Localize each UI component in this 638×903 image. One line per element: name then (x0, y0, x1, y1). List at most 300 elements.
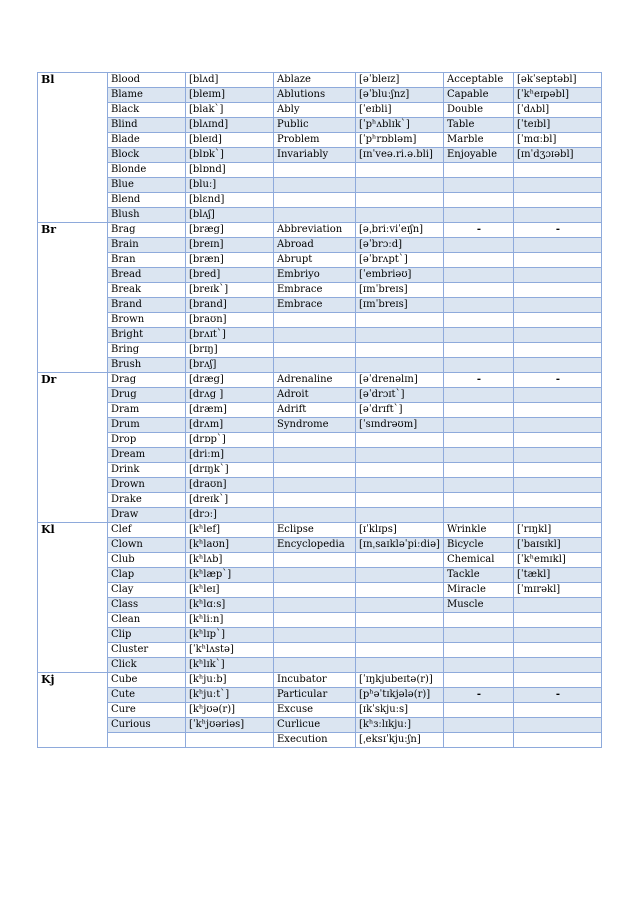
table-row (38, 163, 602, 178)
medial-word (274, 313, 356, 328)
initial-word: Brag (108, 223, 186, 238)
final-ipa (514, 178, 602, 193)
final-ipa (514, 313, 602, 328)
final-ipa (514, 298, 602, 313)
final-ipa (514, 733, 602, 748)
initial-ipa: [ˈkʰjʊəriəs] (186, 718, 274, 733)
cluster-group-label: Br (38, 223, 108, 373)
initial-word: Drum (108, 418, 186, 433)
table-row (38, 583, 602, 598)
final-word (444, 478, 514, 493)
initial-ipa: [brɪŋ] (186, 343, 274, 358)
medial-word: Excuse (274, 703, 356, 718)
final-ipa (514, 343, 602, 358)
final-ipa: [ˈtækl] (514, 568, 602, 583)
medial-ipa: [əˈbleɪz] (356, 73, 444, 88)
table-row (38, 523, 602, 538)
final-ipa: [əkˈseptəbl] (514, 73, 602, 88)
initial-word: Cluster (108, 643, 186, 658)
final-word: - (444, 373, 514, 388)
final-ipa: [ˈmɪrəkl] (514, 583, 602, 598)
final-ipa: - (514, 223, 602, 238)
final-ipa (514, 433, 602, 448)
final-word: Capable (444, 88, 514, 103)
table-row (38, 388, 602, 403)
final-ipa: [ˈkʰeɪpəbl] (514, 88, 602, 103)
initial-ipa: [blʌd] (186, 73, 274, 88)
table-row (38, 193, 602, 208)
initial-ipa: [blɛnd] (186, 193, 274, 208)
medial-ipa: [ˈpʰʌblɪk`] (356, 118, 444, 133)
final-ipa (514, 163, 602, 178)
initial-word: Drop (108, 433, 186, 448)
table-row (38, 298, 602, 313)
final-ipa: [ˈbaɪsɪkl] (514, 538, 602, 553)
table-row (38, 658, 602, 673)
final-ipa (514, 448, 602, 463)
initial-ipa: [kʰlef] (186, 523, 274, 538)
final-ipa (514, 253, 602, 268)
final-word (444, 508, 514, 523)
initial-word: Curious (108, 718, 186, 733)
final-word (444, 253, 514, 268)
initial-word: Dream (108, 448, 186, 463)
final-ipa (514, 508, 602, 523)
medial-ipa: [əˈbrʌpt`] (356, 253, 444, 268)
medial-word (274, 493, 356, 508)
table-row (38, 208, 602, 223)
initial-word: Break (108, 283, 186, 298)
cluster-group-label: Kj (38, 673, 108, 748)
table-row (38, 328, 602, 343)
initial-ipa: [brʌʃ] (186, 358, 274, 373)
final-word (444, 628, 514, 643)
initial-ipa: [bræg] (186, 223, 274, 238)
initial-ipa: [bleɪd] (186, 133, 274, 148)
final-ipa (514, 493, 602, 508)
final-word: - (444, 223, 514, 238)
final-word: Table (444, 118, 514, 133)
initial-word: Clean (108, 613, 186, 628)
table-row (38, 178, 602, 193)
table-row (38, 313, 602, 328)
medial-ipa: [pʰəˈtɪkjələ(r)] (356, 688, 444, 703)
final-ipa (514, 403, 602, 418)
final-ipa (514, 463, 602, 478)
medial-ipa (356, 583, 444, 598)
final-word (444, 673, 514, 688)
medial-ipa (356, 568, 444, 583)
final-word (444, 658, 514, 673)
table-row (38, 568, 602, 583)
final-ipa (514, 703, 602, 718)
document-page (37, 72, 601, 748)
table-row (38, 733, 602, 748)
final-word (444, 163, 514, 178)
initial-word: Dram (108, 403, 186, 418)
initial-ipa: [kʰjuːb] (186, 673, 274, 688)
table-row (38, 343, 602, 358)
initial-word: Clef (108, 523, 186, 538)
final-word (444, 313, 514, 328)
final-word (444, 178, 514, 193)
initial-word: Block (108, 148, 186, 163)
medial-word: Invariably (274, 148, 356, 163)
initial-word: Class (108, 598, 186, 613)
final-ipa (514, 418, 602, 433)
initial-ipa: [brand] (186, 298, 274, 313)
medial-word (274, 628, 356, 643)
initial-word: Brush (108, 358, 186, 373)
final-ipa (514, 628, 602, 643)
medial-word: Syndrome (274, 418, 356, 433)
final-ipa (514, 238, 602, 253)
medial-ipa: [əˈbrɔːd] (356, 238, 444, 253)
initial-ipa: [drʌg ] (186, 388, 274, 403)
table-row (38, 553, 602, 568)
initial-ipa: [kʰlʌb] (186, 553, 274, 568)
initial-ipa: [kʰlɑːs] (186, 598, 274, 613)
final-ipa (514, 283, 602, 298)
medial-ipa: [ˌeksɪˈkjuːʃn] (356, 733, 444, 748)
final-word (444, 418, 514, 433)
medial-word: Particular (274, 688, 356, 703)
initial-word: Drug (108, 388, 186, 403)
final-word (444, 343, 514, 358)
medial-word: Abbreviation (274, 223, 356, 238)
final-ipa: [ˈkʰemɪkl] (514, 553, 602, 568)
medial-word (274, 643, 356, 658)
final-word: Tackle (444, 568, 514, 583)
initial-ipa: [bleɪm] (186, 88, 274, 103)
final-word: Acceptable (444, 73, 514, 88)
medial-ipa: [əˈdrɪft`] (356, 403, 444, 418)
medial-ipa (356, 358, 444, 373)
initial-word: Clap (108, 568, 186, 583)
final-word (444, 493, 514, 508)
initial-ipa: [kʰlæp`] (186, 568, 274, 583)
medial-ipa: [ˈeɪbli] (356, 103, 444, 118)
initial-word: Clay (108, 583, 186, 598)
initial-ipa: [kʰjuːt`] (186, 688, 274, 703)
initial-word: Club (108, 553, 186, 568)
medial-ipa: [ˈpʰrɒbləm] (356, 133, 444, 148)
initial-ipa: [ˈkʰlʌstə] (186, 643, 274, 658)
table-row (38, 403, 602, 418)
medial-ipa: [ɪˈklɪps] (356, 523, 444, 538)
table-row (38, 268, 602, 283)
final-ipa (514, 208, 602, 223)
final-ipa: [ˈrɪŋkl] (514, 523, 602, 538)
final-ipa: [ˈmɑːbl] (514, 133, 602, 148)
final-ipa: [ˈteɪbl] (514, 118, 602, 133)
initial-word: Blend (108, 193, 186, 208)
medial-ipa (356, 463, 444, 478)
final-ipa: [ˈdʌbl] (514, 103, 602, 118)
initial-word: Clip (108, 628, 186, 643)
initial-word: Bread (108, 268, 186, 283)
initial-word: Drake (108, 493, 186, 508)
final-word (444, 328, 514, 343)
table-row (38, 628, 602, 643)
final-word (444, 283, 514, 298)
initial-ipa: [blɒk`] (186, 148, 274, 163)
initial-ipa: [kʰlɪk`] (186, 658, 274, 673)
initial-word: Drink (108, 463, 186, 478)
medial-ipa: [ˈsɪndrəʊm] (356, 418, 444, 433)
initial-word: Blade (108, 133, 186, 148)
final-ipa (514, 358, 602, 373)
initial-ipa: [kʰleɪ] (186, 583, 274, 598)
medial-ipa (356, 448, 444, 463)
initial-word: Blonde (108, 163, 186, 178)
table-row (38, 643, 602, 658)
table-row (38, 103, 602, 118)
final-word: Miracle (444, 583, 514, 598)
initial-word: Cute (108, 688, 186, 703)
final-word: Wrinkle (444, 523, 514, 538)
initial-word: Brain (108, 238, 186, 253)
table-row (38, 448, 602, 463)
medial-word: Incubator (274, 673, 356, 688)
final-ipa (514, 193, 602, 208)
medial-ipa (356, 643, 444, 658)
table-row (38, 538, 602, 553)
medial-word: Adrift (274, 403, 356, 418)
initial-ipa: [blɒnd] (186, 163, 274, 178)
initial-ipa: [bred] (186, 268, 274, 283)
medial-ipa (356, 328, 444, 343)
initial-word: Clown (108, 538, 186, 553)
table-row (38, 373, 602, 388)
medial-ipa (356, 313, 444, 328)
medial-word (274, 358, 356, 373)
initial-ipa: [breɪn] (186, 238, 274, 253)
medial-ipa (356, 478, 444, 493)
medial-ipa (356, 613, 444, 628)
final-word (444, 268, 514, 283)
table-row (38, 418, 602, 433)
medial-word (274, 553, 356, 568)
medial-word (274, 583, 356, 598)
final-word: Muscle (444, 598, 514, 613)
medial-word (274, 208, 356, 223)
final-ipa (514, 598, 602, 613)
medial-word (274, 598, 356, 613)
initial-ipa: [blak`] (186, 103, 274, 118)
medial-word (274, 508, 356, 523)
final-ipa (514, 673, 602, 688)
medial-word: Embrace (274, 298, 356, 313)
initial-ipa: [bluː] (186, 178, 274, 193)
table-row (38, 148, 602, 163)
medial-word: Abroad (274, 238, 356, 253)
initial-ipa: [blʌʃ] (186, 208, 274, 223)
medial-ipa: [ɪmˈbreɪs] (356, 283, 444, 298)
initial-ipa (186, 733, 274, 748)
final-word (444, 388, 514, 403)
table-row (38, 493, 602, 508)
initial-word: Black (108, 103, 186, 118)
medial-ipa (356, 658, 444, 673)
medial-word (274, 193, 356, 208)
medial-word (274, 178, 356, 193)
final-word (444, 433, 514, 448)
final-word (444, 718, 514, 733)
medial-word (274, 343, 356, 358)
medial-word (274, 463, 356, 478)
initial-word: Cube (108, 673, 186, 688)
medial-word: Execution (274, 733, 356, 748)
final-ipa (514, 478, 602, 493)
table-row (38, 223, 602, 238)
medial-ipa (356, 343, 444, 358)
final-word: Chemical (444, 553, 514, 568)
medial-ipa: [ˈembriəʊ] (356, 268, 444, 283)
medial-ipa: [əˈbluːʃnz] (356, 88, 444, 103)
final-word (444, 238, 514, 253)
initial-word: Bring (108, 343, 186, 358)
medial-ipa: [ˈɪŋkjubeɪtə(r)] (356, 673, 444, 688)
final-word (444, 208, 514, 223)
medial-word: Ably (274, 103, 356, 118)
final-word (444, 733, 514, 748)
final-ipa (514, 718, 602, 733)
final-word (444, 448, 514, 463)
medial-ipa: [kʰɜːlɪkjuː] (356, 718, 444, 733)
medial-ipa (356, 628, 444, 643)
medial-ipa (356, 193, 444, 208)
table-row (38, 133, 602, 148)
medial-word: Adrenaline (274, 373, 356, 388)
medial-ipa: [əˌbriːviˈeɪʃn] (356, 223, 444, 238)
initial-word: Bright (108, 328, 186, 343)
final-ipa (514, 388, 602, 403)
table-row (38, 433, 602, 448)
final-ipa (514, 268, 602, 283)
initial-word: Blame (108, 88, 186, 103)
medial-word (274, 328, 356, 343)
medial-word (274, 568, 356, 583)
medial-word: Eclipse (274, 523, 356, 538)
initial-ipa: [drʌm] (186, 418, 274, 433)
final-word (444, 703, 514, 718)
initial-ipa: [breɪk`] (186, 283, 274, 298)
final-word (444, 193, 514, 208)
medial-ipa (356, 598, 444, 613)
table-row (38, 253, 602, 268)
final-word: Bicycle (444, 538, 514, 553)
table-row (38, 673, 602, 688)
initial-word: Blind (108, 118, 186, 133)
initial-ipa: [brʌɪt`] (186, 328, 274, 343)
table-row (38, 88, 602, 103)
initial-ipa: [draʊn] (186, 478, 274, 493)
final-word: Enjoyable (444, 148, 514, 163)
final-word: Double (444, 103, 514, 118)
initial-word: Drown (108, 478, 186, 493)
medial-word (274, 433, 356, 448)
initial-ipa: [drɔː] (186, 508, 274, 523)
medial-word (274, 478, 356, 493)
initial-word: Cure (108, 703, 186, 718)
medial-ipa: [ɪmˈbreɪs] (356, 298, 444, 313)
medial-word: Curlicue (274, 718, 356, 733)
medial-word: Abrupt (274, 253, 356, 268)
table-row (38, 463, 602, 478)
table-body (38, 73, 602, 748)
table-row (38, 238, 602, 253)
medial-word: Ablutions (274, 88, 356, 103)
initial-word (108, 733, 186, 748)
initial-word: Blood (108, 73, 186, 88)
medial-word: Encyclopedia (274, 538, 356, 553)
medial-word: Embriyo (274, 268, 356, 283)
final-word: Marble (444, 133, 514, 148)
final-word (444, 463, 514, 478)
initial-ipa: [dreɪk`] (186, 493, 274, 508)
final-ipa (514, 658, 602, 673)
table-row (38, 358, 602, 373)
table-row (38, 718, 602, 733)
initial-word: Brown (108, 313, 186, 328)
initial-ipa: [braʊn] (186, 313, 274, 328)
medial-word: Ablaze (274, 73, 356, 88)
medial-ipa (356, 508, 444, 523)
final-ipa (514, 613, 602, 628)
medial-ipa (356, 553, 444, 568)
medial-word: Problem (274, 133, 356, 148)
medial-word: Embrace (274, 283, 356, 298)
table-row (38, 478, 602, 493)
medial-ipa (356, 433, 444, 448)
cluster-group-label: Bl (38, 73, 108, 223)
initial-word: Draw (108, 508, 186, 523)
medial-ipa: [ɪnˈveə.ri.ə.bli] (356, 148, 444, 163)
medial-word: Adroit (274, 388, 356, 403)
final-ipa: - (514, 688, 602, 703)
table-row (38, 508, 602, 523)
initial-ipa: [dræm] (186, 403, 274, 418)
initial-word: Blush (108, 208, 186, 223)
final-word (444, 403, 514, 418)
medial-ipa (356, 163, 444, 178)
final-word (444, 358, 514, 373)
consonant-cluster-table (37, 72, 602, 748)
initial-ipa: [driːm] (186, 448, 274, 463)
final-word: - (444, 688, 514, 703)
initial-ipa: [kʰlaʊn] (186, 538, 274, 553)
final-word (444, 613, 514, 628)
table-row (38, 688, 602, 703)
initial-ipa: [kʰliːn] (186, 613, 274, 628)
medial-word (274, 658, 356, 673)
final-ipa (514, 328, 602, 343)
table-row (38, 598, 602, 613)
medial-ipa: [əˈdrɔɪt`] (356, 388, 444, 403)
medial-word (274, 448, 356, 463)
final-word (444, 298, 514, 313)
medial-ipa: [ɪkˈskjuːs] (356, 703, 444, 718)
final-ipa (514, 643, 602, 658)
medial-word (274, 613, 356, 628)
initial-word: Drag (108, 373, 186, 388)
initial-ipa: [kʰlɪp`] (186, 628, 274, 643)
initial-word: Bran (108, 253, 186, 268)
table-row (38, 118, 602, 133)
table-row (38, 73, 602, 88)
medial-ipa: [ɪnˌsaɪkləˈpiːdiə] (356, 538, 444, 553)
